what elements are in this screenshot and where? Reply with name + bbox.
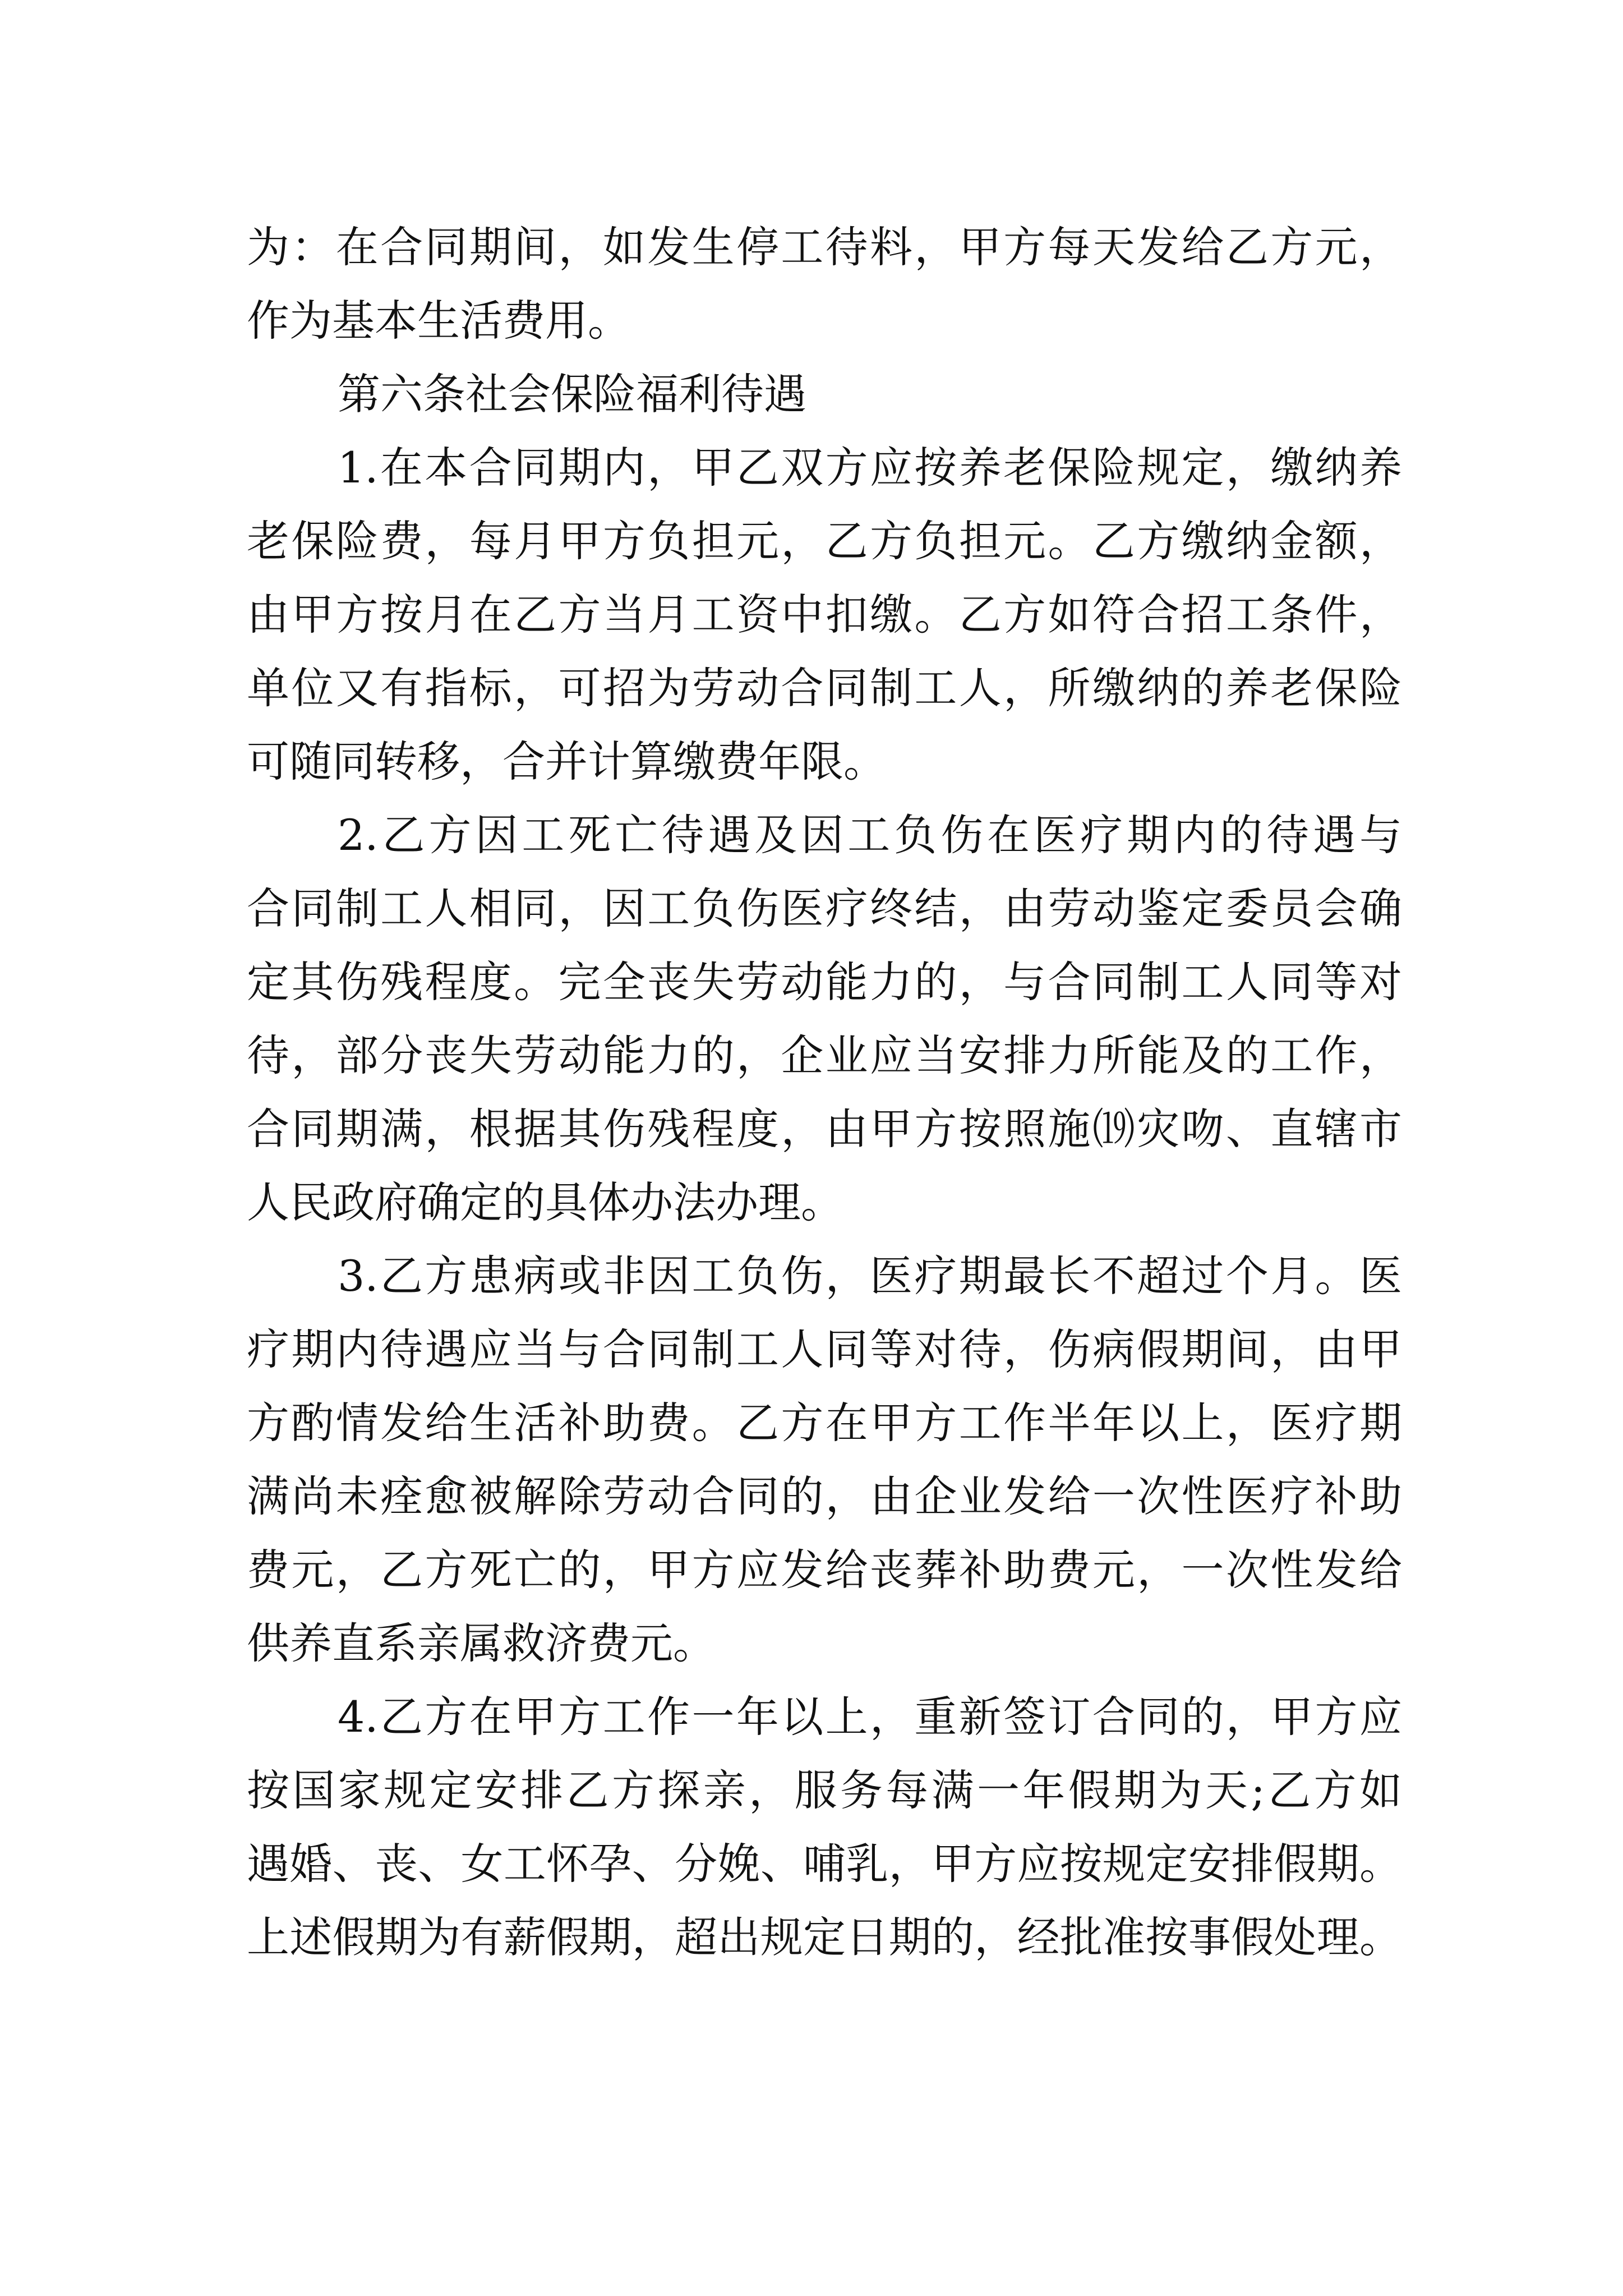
text-line: 定其伤残程度。完全丧失劳动能力的，与合同制工人同等对 — [247, 957, 1402, 1007]
text-line: 疗期内待遇应当与合同制工人同等对待，伤病假期间，由甲 — [247, 1324, 1402, 1374]
text-line: 3.乙方患病或非因工负伤，医疗期最长不超过个月。医 — [338, 1251, 1402, 1301]
document-body — [247, 210, 1402, 1974]
text-line: 合同制工人相同，因工负伤医疗终结，由劳动鉴定委员会确 — [247, 884, 1402, 933]
text-line: 作为基本生活费用。 — [247, 296, 630, 346]
text-line: 方酌情发给生活补助费。乙方在甲方工作半年以上，医疗期 — [247, 1398, 1402, 1448]
text-line: 2.乙方因工死亡待遇及因工负伤在医疗期内的待遇与 — [338, 810, 1402, 860]
text-line: 1.在本合同期内，甲乙双方应按养老保险规定，缴纳养 — [338, 443, 1402, 493]
text-line: 单位又有指标，可招为劳动合同制工人，所缴纳的养老保险 — [247, 663, 1402, 713]
text-line: 按国家规定安排乙方探亲，服务每满一年假期为天;乙方如 — [247, 1765, 1402, 1815]
text-line: 待，部分丧失劳动能力的，企业应当安排力所能及的工作， — [247, 1030, 1402, 1080]
text-line: 人民政府确定的具体办法办理。 — [247, 1177, 843, 1227]
text-line: 合同期满，根据其伤残程度，由甲方按照施⒆灾吻、直辖市 — [247, 1104, 1402, 1154]
text-line: 费元，乙方死亡的，甲方应发给丧葬补助费元，一次性发给 — [247, 1545, 1402, 1595]
text-line: 供养直系亲属救济费元。 — [247, 1618, 716, 1668]
text-line: 满尚未痊愈被解除劳动合同的，由企业发给一次性医疗补助 — [247, 1471, 1402, 1521]
text-line: 由甲方按月在乙方当月工资中扣缴。乙方如符合招工条件， — [247, 590, 1402, 639]
text-line: 上述假期为有薪假期，超出规定日期的，经批准按事假处理。 — [247, 1912, 1402, 1962]
text-line: 遇婚、丧、女工怀孕、分娩、哺乳，甲方应按规定安排假期。 — [247, 1839, 1402, 1889]
text-line: 为：在合同期间，如发生停工待料，甲方每天发给乙方元， — [247, 222, 1402, 272]
text-line: 老保险费，每月甲方负担元，乙方负担元。乙方缴纳金额， — [247, 516, 1402, 566]
section-heading: 第六条社会保险福利待遇 — [338, 369, 806, 419]
text-line: 可随同转移，合并计算缴费年限。 — [247, 737, 886, 786]
text-line: 4.乙方在甲方工作一年以上，重新签订合同的，甲方应 — [338, 1692, 1402, 1742]
